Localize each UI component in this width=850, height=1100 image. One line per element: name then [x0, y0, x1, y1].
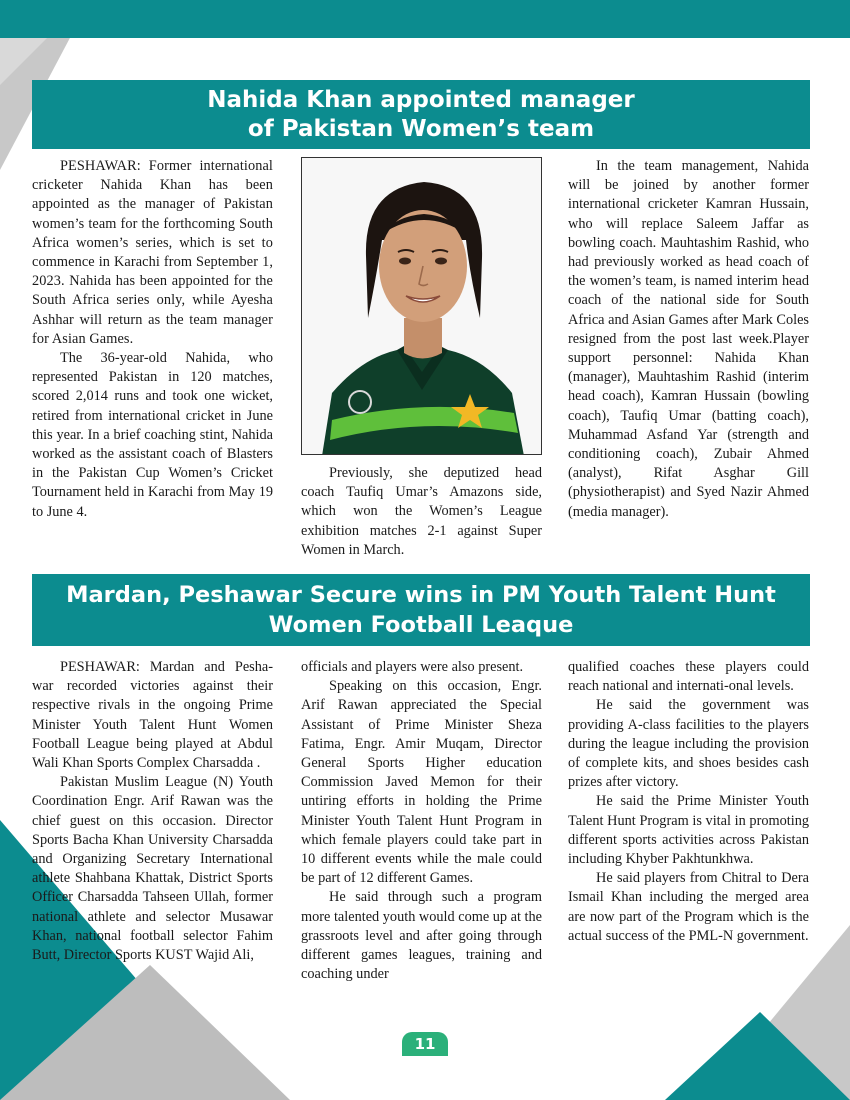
top-header-bar — [0, 0, 850, 38]
article1-paragraph: In the team management, Nahida will be joined by another former international cricketer Kamran Hussain, who will replace Saleem Jaffar as bowling coach. Mauhtashim Rashid, who had previously worked as head coach of the women’s team, is named interim head coach of the national side for South Africa and Asian Games after Mark Coles resigned from the post last week.Player support personnel: Nahida Khan (manager), Mauhtashim Rashid (interim head coach), Kamran Hussain (bowling coach), Taufiq Umar (batting coach), Muhammad Asfand Yar (strength and conditioning coach), Zubair Ahmed (analyst), Rifat Asghar Gill (physiotherapist) and Syed Nazir Ahmed (media manager). — [568, 158, 809, 520]
page-number-badge: 11 — [402, 1032, 448, 1056]
article2-paragraph: Pakistan Muslim League (N) Youth Coordination Engr. Arif Rawan was the chief guest on this occasion. Director Sports Bacha Khan University Charsadda and Organizing Secretary International athlete Shahbana Khattak, District Sports Officer Charsadda Tahseen Ullah, former national athlete and selector Musawar Khan, national football selector Fahim Butt, Director Sports KUST Wajid Ali, — [32, 774, 273, 964]
article1-title-banner — [32, 80, 810, 149]
article1-paragraph: PESHAWAR: Former international cricketer Nahida Khan has been appointed as the manager of Pakistan women’s team for the forthcoming South Africa women’s series, which is set to commence in Karachi from September 1, 2023. Nahida has been appointed for the South Africa series only, while Ayesha Ashhar will return as the team manager for Asian Games. — [32, 158, 273, 347]
article2-paragraph: He said players from Chitral to Dera Ismail Khan including the merged area are now part of the Program which is the actual success of the PML-N government. — [568, 870, 809, 944]
article2-column3 — [568, 658, 809, 946]
article2-paragraph: officials and players were also present. — [301, 659, 524, 675]
article1-paragraph: Previously, she deputized head coach Taufiq Umar’s Amazons side, which won the Women’s League exhibition matches 2-1 against Super Women in March. — [301, 465, 542, 558]
article1-paragraph: The 36-year-old Nahida, who represented Pakistan in 120 matches, scored 2,014 runs and took one wicket, retired from international cricket in June this year. In a brief coaching stint, Nahida worked as the assistant coach of Blasters in the Pakistan Cup Women’s Cricket Tournament held in Karachi from May 19 to June 4. — [32, 350, 273, 520]
nahida-khan-photo — [301, 157, 542, 455]
article2-title-line1: Mardan, Peshawar Secure wins in PM Youth Talent Hunt — [66, 582, 776, 608]
article2-paragraph: Speaking on this occasion, Engr. Arif Rawan appreciated the Special Assistant of Prime Minister Sheza Fatima, Engr. Amir Muqam, Director General Sports Higher education Commission Javed Memon for their untiring efforts in holding the Prime Minister Youth Talent Hunt Program in which female players could take part in 10 different events while the male could be part of 12 different Games. — [301, 678, 542, 887]
article2-paragraph: He said through such a program more talented youth would come up at the grassroots level and after going through different games leagues, training and coaching under — [301, 889, 542, 983]
article2-paragraph: He said the government was providing A-class facilities to the players during the league including the provision of complete kits, and shoes besides cash prizes after victory. — [568, 697, 809, 791]
article1-column1 — [32, 157, 273, 522]
article2-column2 — [301, 658, 542, 984]
portrait-illustration — [302, 158, 542, 455]
article1-title-line2: of Pakistan Women’s team — [247, 116, 595, 142]
article1-column3 — [568, 157, 809, 522]
article2-column1 — [32, 658, 273, 965]
article2-paragraph: PESHAWAR: Mardan and Pesha-war recorded victories against their respective rivals in the ongoing Prime Minister Youth Talent Hunt Women Football League being played at Abdul Wali Khan Sports Complex Charsadda . — [32, 659, 273, 772]
article2-title-banner — [32, 574, 810, 646]
article2-paragraph: He said the Prime Minister Youth Talent Hunt Program is vital in promoting different sports activities across Pakistan including Khyber Pakhtunkhwa. — [568, 793, 809, 868]
article2-paragraph: qualified coaches these players could reach national and internati-onal levels. — [568, 659, 809, 695]
article2-title-line2: Women Football Leaque — [268, 612, 574, 638]
article1-title-line1: Nahida Khan appointed manager — [207, 87, 635, 113]
article1-column2 — [301, 464, 542, 560]
